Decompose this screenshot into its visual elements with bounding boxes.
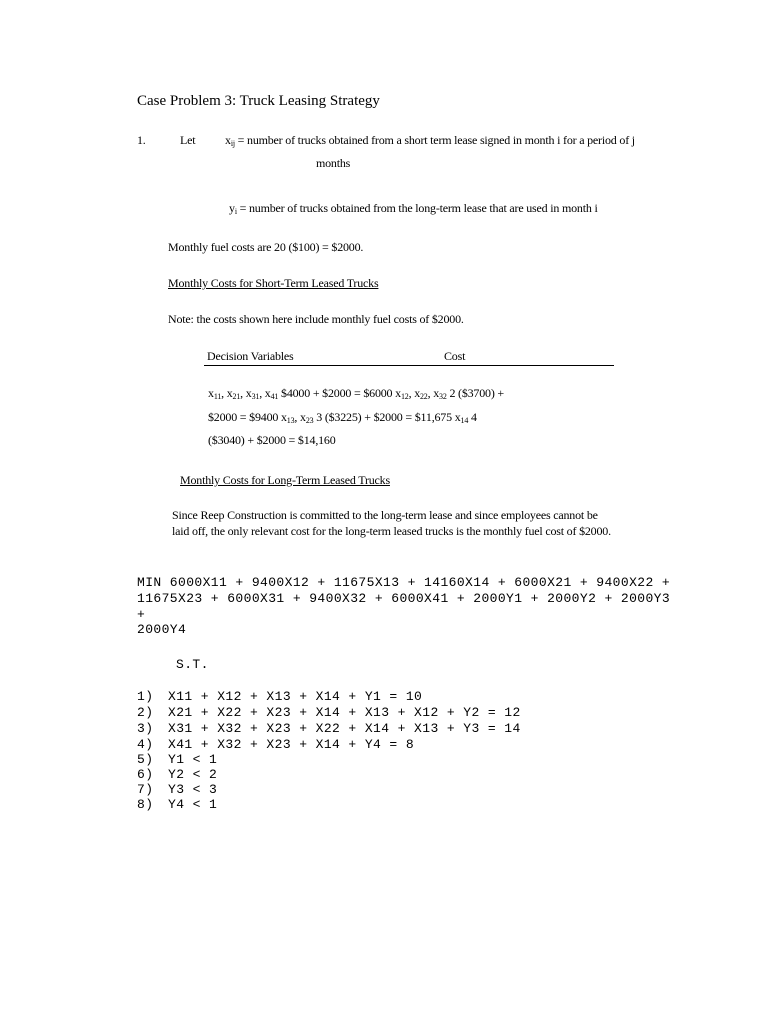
var-x23: $x_{23}$ [300,410,314,425]
y-definition-text: = number of trucks obtained from the long-term lease that are used in month i [236,201,598,215]
constraint-expression: X31 + X32 + X23 + X22 + X14 + X13 + Y3 = 14 [168,721,521,736]
var-x41: $x_{41}$ [264,386,279,401]
cost-row-line3: ($3040) + $2000 = $14,160 [208,433,336,447]
constraint-expression: Y3 < 3 [168,782,218,797]
constraint-number: 8) [137,797,154,812]
long-term-paragraph-line1: Since Reep Construction is committed to the long-term lease and since employees cannot be [172,508,598,522]
constraint-expression: X41 + X32 + X23 + X14 + Y4 = 8 [168,737,415,752]
cost-group3: 3 ($3225) + $2000 = $11,675 [313,410,455,424]
long-term-heading: Monthly Costs for Long-Term Leased Trucks [180,473,390,487]
fuel-cost-line: Monthly fuel costs are 20 ($100) = $2000. [168,240,364,254]
objective-line-1: MIN 6000X11 + 9400X12 + 11675X13 + 14160X14 + 6000X21 + 9400X22 + [137,575,671,590]
var-x21: $x_{21}$ [226,386,241,401]
var-x14: $x_{14}$ [454,410,469,425]
constraint-number: 7) [137,782,154,797]
constraint-number: 6) [137,767,154,782]
cost-group1: $4000 + $2000 = $6000 [278,386,396,400]
cost-group4-part: 4 [468,410,477,424]
x-definition-text: = number of trucks obtained from a short term lease signed in month i for a period of j [234,133,635,147]
long-term-paragraph-line2: laid off, the only relevant cost for the long-term leased trucks is the monthly fuel cost of $2000. [172,524,611,538]
var-x11: $x_{11}$ [208,386,222,401]
constraint-number: 3) [137,721,154,736]
constraint-expression: X11 + X12 + X13 + X14 + Y1 = 10 [168,689,423,704]
var-x13: $x_{13}$ [280,410,295,425]
x-var-subscript: ij [230,139,235,148]
note-line: Note: the costs shown here include monthly fuel costs of $2000. [168,312,464,326]
objective-line-4: 2000Y4 [137,622,187,637]
table-header-rule [204,365,614,366]
var-x22: $x_{22}$ [414,386,428,401]
objective-line-2: 11675X23 + 6000X31 + 9400X32 + 6000X41 + 2000Y1 + 2000Y2 + 2000Y3 [137,591,671,606]
cost-row-line2: $2000 = $9400 $x_{13}$, $x_{23}$ 3 ($3225) + $2000 = $11,675 $x_{14}$ 4 [208,410,477,425]
var-x32: $x_{32}$ [433,386,447,401]
constraint-expression: Y2 < 2 [168,767,218,782]
cost-group2-rest: $2000 = $9400 [208,410,281,424]
y-var: y [229,201,235,215]
x-definition-line1 [225,133,635,148]
let-label: Let [180,133,196,147]
cost-group2-part: 2 ($3700) + [446,386,505,400]
subject-to-label: S.T. [176,657,209,672]
x-var: x [225,133,231,147]
constraint-number: 4) [137,737,154,752]
constraint-expression: Y1 < 1 [168,752,218,767]
page-title: Case Problem 3: Truck Leasing Strategy [137,93,380,109]
constraint-expression: Y4 < 1 [168,797,218,812]
table-header-decision-variables: Decision Variables [207,349,294,363]
constraint-number: 2) [137,705,154,720]
section-number: 1. [137,133,146,147]
cost-row-line1: $x_{11}$, $x_{21}$, $x_{31}$, $x_{41}$ $4000 + $2000 = $6000 $x_{12}$, $x_{22}$, $x_{32}$ 2 ($3700) + [208,386,505,401]
constraint-number: 1) [137,689,154,704]
y-var-subscript: i [234,207,237,216]
constraint-expression: X21 + X22 + X23 + X14 + X13 + X12 + Y2 = 12 [168,705,521,720]
objective-line-3: + [137,607,146,622]
var-x31: $x_{31}$ [245,386,260,401]
y-definition [229,201,598,216]
x-definition-line2: months [316,156,351,170]
constraint-number: 5) [137,752,154,767]
var-x12: $x_{12}$ [395,386,409,401]
short-term-heading: Monthly Costs for Short-Term Leased Trucks [168,276,379,290]
table-header-cost: Cost [444,349,466,363]
